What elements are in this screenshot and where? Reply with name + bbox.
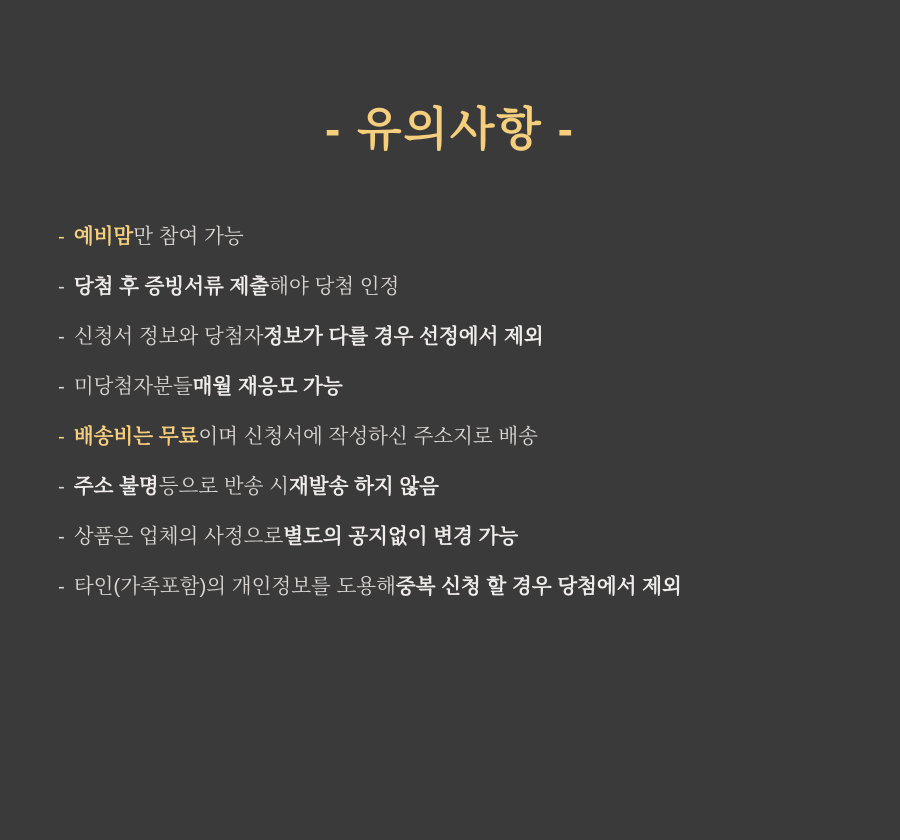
- list-item-text: 타인(가족포함)의 개인정보를 도용해: [73, 574, 396, 598]
- list-item-bullet: -: [58, 224, 65, 248]
- list-item-text: 재발송 하지 않음: [288, 474, 439, 498]
- list-item-bullet: -: [58, 424, 65, 448]
- list-item-bullet: -: [58, 524, 65, 548]
- list-item-bullet: -: [58, 324, 65, 348]
- list-item-text: 상품은 업체의 사정으로: [73, 524, 284, 548]
- list-item-bullet: -: [58, 374, 65, 398]
- list-item-text: 배송비는 무료: [73, 424, 199, 448]
- list-item-text: 중복 신청 할 경우 당첨에서 제외: [395, 574, 682, 598]
- list-item-text: 당첨 후 증빙서류 제출: [73, 274, 270, 298]
- list-item-text: 만 참여 가능: [133, 224, 244, 248]
- list-item-text: 등으로 반송 시: [158, 474, 289, 498]
- list-item-bullet: -: [58, 574, 65, 598]
- list-item: [0, 569, 900, 619]
- list-item-bullet: -: [58, 274, 65, 298]
- list-item: [0, 419, 900, 469]
- list-item-text: 예비맘: [73, 224, 134, 248]
- notice-list: [0, 219, 900, 619]
- list-item-text: 별도의 공지없이 변경 가능: [283, 524, 519, 548]
- list-item: [0, 219, 900, 269]
- list-item-text: 미당첨자분들: [73, 374, 193, 398]
- list-item-text: 해야 당첨 인정: [269, 274, 400, 298]
- list-item-text: 정보가 다를 경우 선정에서 제외: [263, 324, 544, 348]
- list-item-text: 신청서 정보와 당첨자: [73, 324, 264, 348]
- list-item-text: 이며 신청서에 작성하신 주소지로 배송: [198, 424, 538, 448]
- list-item: [0, 319, 900, 369]
- list-item: [0, 519, 900, 569]
- list-item: [0, 369, 900, 419]
- list-item-text: 주소 불명: [73, 474, 159, 498]
- list-item: [0, 469, 900, 519]
- page-title: - 유의사항 -: [325, 103, 575, 155]
- list-item: [0, 269, 900, 319]
- list-item-bullet: -: [58, 474, 65, 498]
- list-item-text: 매월 재응모 가능: [192, 374, 343, 398]
